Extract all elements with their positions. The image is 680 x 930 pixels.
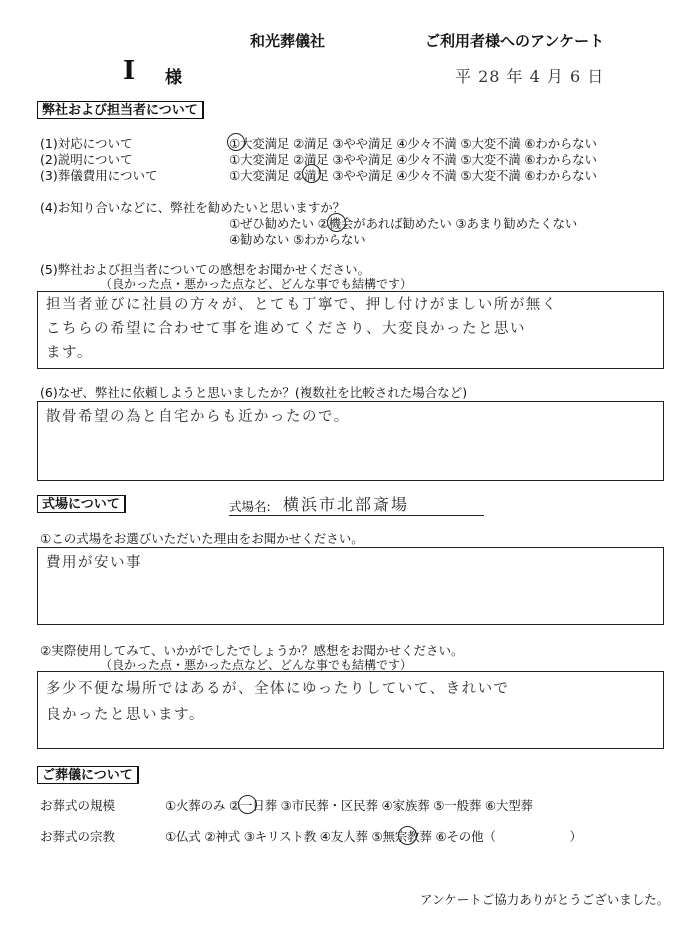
q5-answer-line-2: こちらの希望に合わせて事を進めてくださり、大変良かったと思い (46, 321, 526, 337)
venue-impression-sub: （良かった点・悪かった点など、どんな事でも結構です） (100, 658, 413, 672)
survey-date: 平 28 年 4 月 6 日 (455, 67, 605, 86)
section-heading-staff: 弊社および担当者について (37, 101, 204, 119)
company-name: 和光葬儀社 (250, 32, 326, 50)
thanks-message: アンケートご協力ありがとうございました。 (420, 892, 670, 907)
section-heading-venue: 式場について (37, 495, 126, 513)
q4-options-line2: ④勧めない ⑤わからない (229, 232, 366, 247)
q1-label: (1)対応について (40, 136, 133, 151)
venue-reason-line-1: 費用が安い事 (46, 555, 142, 571)
q5-sub: （良かった点・悪かった点など、どんな事でも結構です） (100, 277, 413, 291)
venue-impression-label: ②実際使用してみて、いかがでしたでしょうか？感想をお聞かせください。 (40, 643, 464, 658)
venue-reason-label: ①この式場をお選びいただいた理由をお聞かせください。 (40, 531, 364, 546)
venue-underline (229, 515, 484, 516)
q5-answer-line-1: 担当者並びに社員の方々が、とても丁寧で、押し付けがましい所が無く (46, 297, 558, 313)
scale-label: お葬式の規模 (40, 798, 116, 813)
religion-options: ①仏式 ②神式 ③キリスト教 ④友人葬 ⑤無宗教葬 ⑥その他（ ） (165, 829, 582, 844)
q1-options: ①大変満足 ②満足 ③やや満足 ④少々不満 ⑤大変不満 ⑥わからない (229, 136, 597, 151)
venue-reason-box (37, 547, 664, 625)
q3-options: ①大変満足 ②満足 ③やや満足 ④少々不満 ⑤大変不満 ⑥わからない (229, 168, 597, 183)
q3-selected-circle (302, 164, 321, 183)
survey-title: ご利用者様へのアンケート (425, 32, 605, 50)
section-heading-funeral: ご葬儀について (37, 766, 139, 784)
q5-answer-box (37, 291, 664, 369)
q3-label: (3)葬儀費用について (40, 168, 158, 183)
q5-label: (5)弊社および担当者についての感想をお聞かせください。 (40, 262, 370, 277)
venue-label: 式場名: (229, 499, 271, 514)
q5-answer-line-3: ます。 (46, 345, 93, 361)
venue-impression-line-2: 良かったと思います。 (46, 707, 205, 723)
scale-selected-circle (238, 795, 257, 814)
q6-answer-box (37, 401, 664, 481)
respondent-initial: I (123, 56, 136, 86)
venue-impression-line-1: 多少不便な場所ではあるが、全体にゆったりしていて、きれいで (46, 681, 510, 697)
q4-label: (4)お知り合いなどに、弊社を勧めたいと思いますか？ (40, 200, 346, 215)
respondent-suffix: 様 (165, 68, 182, 88)
q4-selected-circle (327, 213, 346, 232)
q6-answer-line-1: 散骨希望の為と自宅からも近かったので。 (46, 409, 350, 425)
q6-label: (6)なぜ、弊社に依頼しようと思いましたか？(複数社を比較された場合など) (40, 385, 468, 400)
venue-impression-box (37, 671, 664, 749)
religion-label: お葬式の宗教 (40, 829, 116, 844)
q2-options: ①大変満足 ②満足 ③やや満足 ④少々不満 ⑤大変不満 ⑥わからない (229, 152, 597, 167)
religion-selected-circle (398, 826, 417, 845)
q4-options-line1: ①ぜひ勧めたい ②機会があれば勧めたい ③あまり勧めたくない (229, 216, 578, 231)
scale-options: ①火葬のみ ②一日葬 ③市民葬・区民葬 ④家族葬 ⑤一般葬 ⑥大型葬 (165, 798, 533, 813)
q2-label: (2)説明について (40, 152, 133, 167)
q1-selected-circle (227, 133, 245, 151)
venue-name: 横浜市北部斎場 (283, 495, 410, 514)
